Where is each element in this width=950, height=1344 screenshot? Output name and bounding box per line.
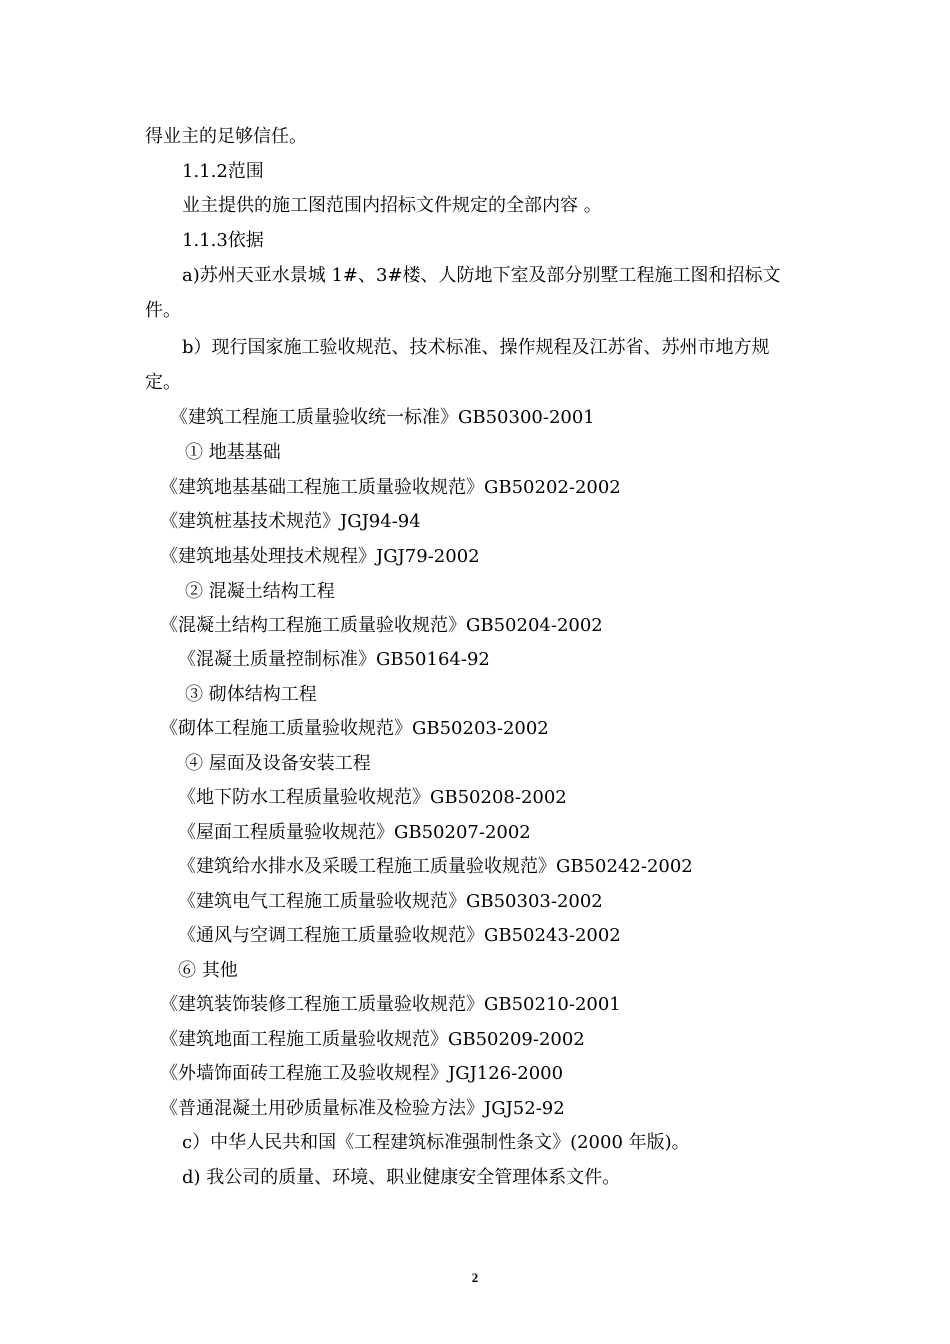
section-heading: 1.1.2范围 <box>182 161 264 182</box>
page-number: 2 <box>471 1270 479 1285</box>
standard-item: 《屋面工程质量验收规范》GB50207-2002 <box>178 822 531 843</box>
category-heading: ① 地基基础 <box>185 442 281 463</box>
standard-item: 《混凝土质量控制标准》GB50164-92 <box>178 649 490 670</box>
standard-item: 《建筑地基基础工程施工质量验收规范》GB50202-2002 <box>160 477 621 498</box>
category-heading: ⑥ 其他 <box>178 960 238 981</box>
text-line: 件。 <box>145 300 181 321</box>
section-heading: 1.1.3依据 <box>182 230 264 251</box>
category-heading: ③ 砌体结构工程 <box>185 684 317 705</box>
category-heading: ② 混凝土结构工程 <box>185 581 335 602</box>
standard-item: 《建筑地面工程施工质量验收规范》GB50209-2002 <box>160 1029 585 1050</box>
standard-item: 《建筑地基处理技术规程》JGJ79-2002 <box>160 546 480 567</box>
standard-item: 《建筑工程施工质量验收统一标准》GB50300-2001 <box>170 407 595 428</box>
text-line: c）中华人民共和国《工程建筑标准强制性条文》(2000 年版)。 <box>182 1132 690 1153</box>
standard-item: 《普通混凝土用砂质量标准及检验方法》JGJ52-92 <box>160 1098 565 1119</box>
text-line: d) 我公司的质量、环境、职业健康安全管理体系文件。 <box>182 1167 621 1188</box>
standard-item: 《地下防水工程质量验收规范》GB50208-2002 <box>178 787 567 808</box>
standard-item: 《建筑给水排水及采暖工程施工质量验收规范》GB50242-2002 <box>178 856 693 877</box>
standard-item: 《建筑装饰装修工程施工质量验收规范》GB50210-2001 <box>160 994 621 1015</box>
standard-item: 《建筑桩基技术规范》JGJ94-94 <box>160 511 421 532</box>
standard-item: 《通风与空调工程施工质量验收规范》GB50243-2002 <box>178 925 621 946</box>
standard-item: 《建筑电气工程施工质量验收规范》GB50303-2002 <box>178 891 603 912</box>
text-line: 定。 <box>145 372 181 393</box>
text-line: 业主提供的施工图范围内招标文件规定的全部内容 。 <box>182 195 602 216</box>
standard-item: 《外墙饰面砖工程施工及验收规程》JGJ126-2000 <box>160 1063 564 1084</box>
category-heading: ④ 屋面及设备安装工程 <box>185 753 371 774</box>
text-line: 得业主的足够信任。 <box>145 126 307 147</box>
standard-item: 《砌体工程施工质量验收规范》GB50203-2002 <box>160 718 549 739</box>
standard-item: 《混凝土结构工程施工质量验收规范》GB50204-2002 <box>160 615 603 636</box>
text-line: b）现行国家施工验收规范、技术标准、操作规程及江苏省、苏州市地方规 <box>182 337 770 358</box>
text-line: a)苏州天亚水景城 1#、3#楼、人防地下室及部分别墅工程施工图和招标文 <box>182 265 781 286</box>
